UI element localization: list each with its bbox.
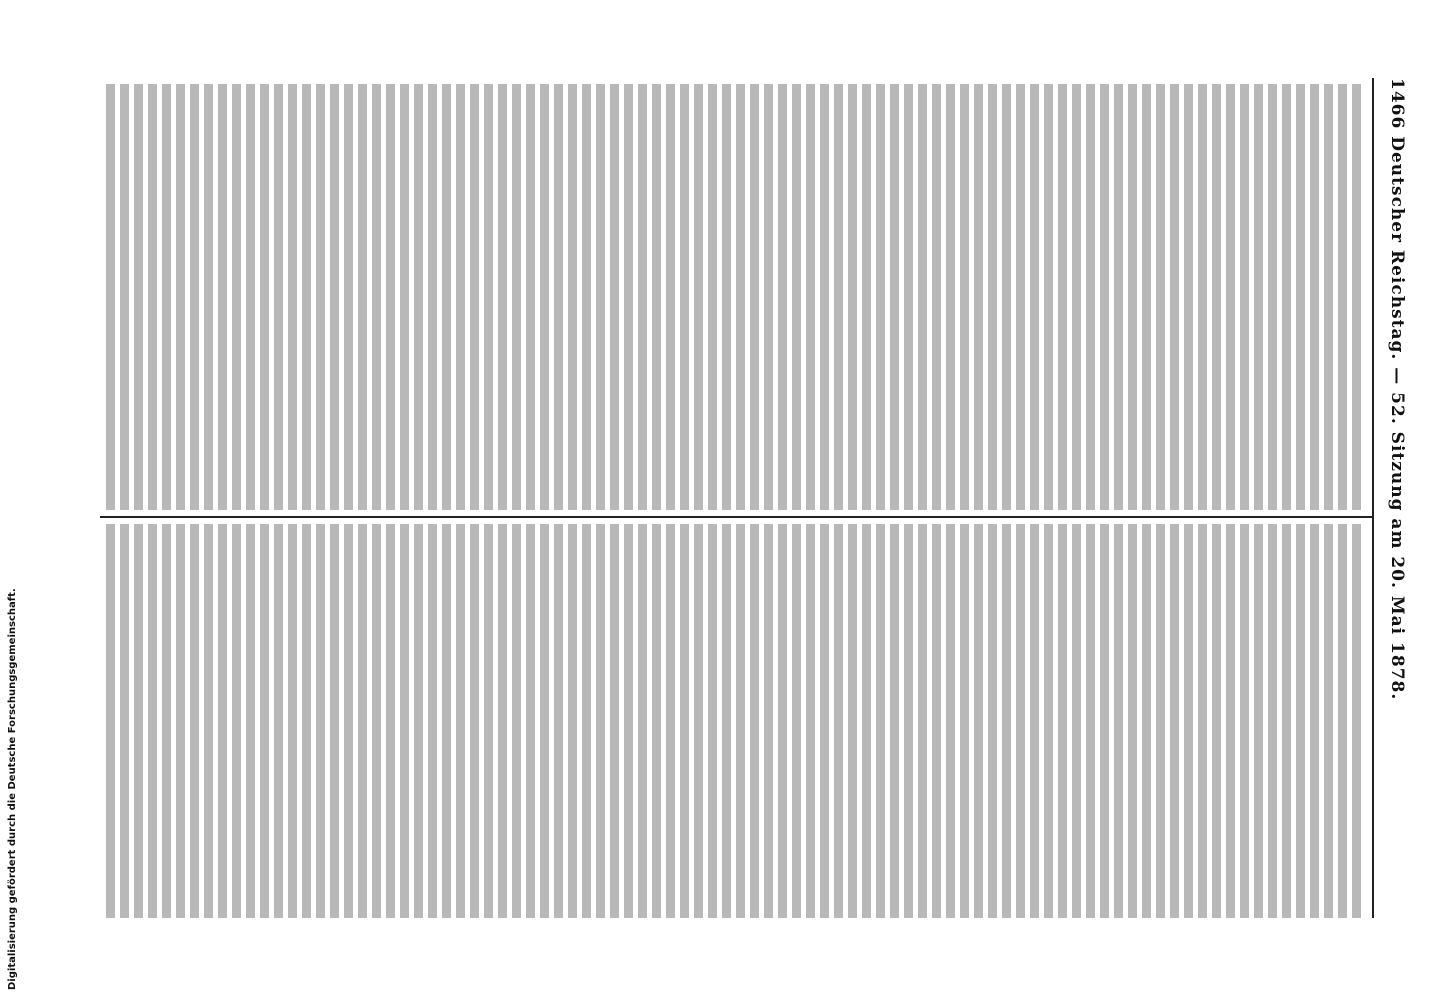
running-header [1382,78,1412,918]
column-divider [100,516,1372,518]
digitization-note [2,588,24,990]
header-rule [1372,78,1374,918]
digitization-note-text: Digitalisierung gefördert durch die Deutsche Forschungsgemeinschaft. [7,588,18,990]
text-column-lower [104,524,1366,918]
text-column-upper [104,84,1366,510]
page-header-text: 1466 Deutscher Reichstag. — 52. Sitzung am 20. Mai 1878. [1387,78,1407,701]
